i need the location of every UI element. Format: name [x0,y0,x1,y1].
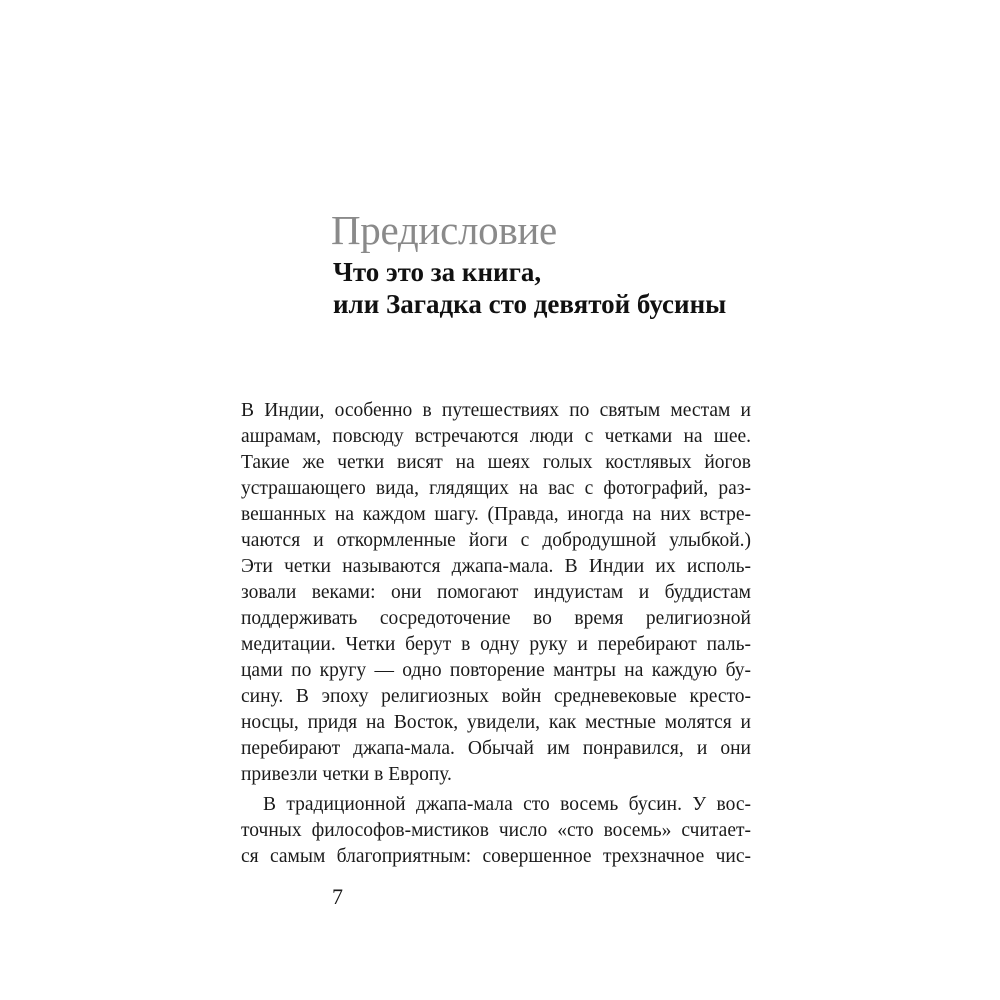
text-line: точных философов-мистиков число «сто восемь» считает- [241,820,751,841]
text-line: поддерживать сосредоточение во время религиозной [241,608,751,629]
text-line: вешанных на каждом шагу. (Правда, иногда на них встре- [241,504,751,525]
text-line: ашрамам, повсюду встречаются люди с четками на шее. [241,426,751,447]
page-number: 7 [332,884,343,909]
body-text [241,398,751,870]
chapter-title-line: или Загадка сто девятой бусины [333,289,727,319]
section-label: Предисловие [331,207,557,253]
paragraph [241,398,751,788]
text-line: цами по кругу — одно повторение мантры на каждую бу- [241,660,751,681]
chapter-title-line: Что это за книга, [333,257,542,287]
text-line: перебирают джапа-мала. Обычай им понравился, и они [241,738,751,759]
chapter-title [333,256,726,320]
text-line: Такие же четки висят на шеях голых костлявых йогов [241,452,751,473]
text-line: ся самым благоприятным: совершенное трехзначное чис- [241,846,751,867]
text-line: носцы, придя на Восток, увидели, как местные молятся и [241,712,751,733]
text-line: медитации. Четки берут в одну руку и перебирают паль- [241,634,751,655]
text-line: Эти четки называются джапа-мала. В Индии их исполь- [241,556,751,577]
text-line: В традиционной джапа-мала сто восемь бусин. У вос- [263,794,751,815]
text-line: чаются и откормленные йоги с добродушной улыбкой.) [241,530,751,551]
text-line: В Индии, особенно в путешествиях по святым местам и [241,400,751,421]
text-line: зовали веками: они помогают индуистам и буддистам [241,582,751,603]
text-line: сину. В эпоху религиозных войн средневековые кресто- [241,686,751,707]
text-line: привезли четки в Европу. [241,764,452,785]
text-line: устрашающего вида, глядящих на вас с фотографий, раз- [241,478,751,499]
paragraph [241,792,751,870]
